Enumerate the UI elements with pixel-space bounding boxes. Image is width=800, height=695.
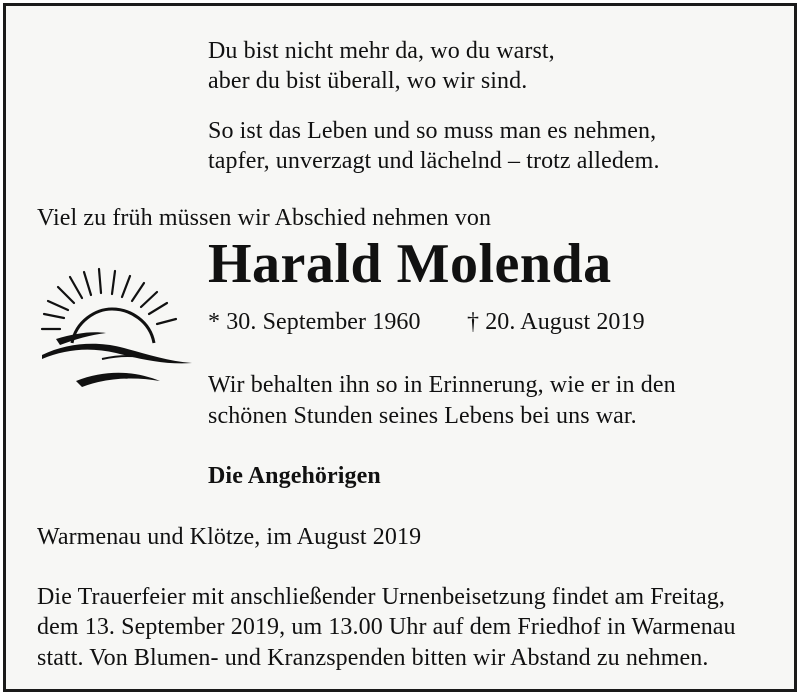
sun-ray — [58, 287, 74, 303]
poem-line-4: tapfer, unverzagt und lächelnd – trotz alledem. — [208, 148, 660, 174]
poem-line-1: Du bist nicht mehr da, wo du warst, — [208, 38, 555, 64]
hill-crest — [56, 332, 106, 345]
sun-ray — [112, 271, 115, 294]
sun-ray — [132, 283, 144, 301]
sun-ray — [157, 319, 176, 324]
sun-ray — [70, 277, 82, 298]
memory-line-1: Wir behalten ihn so in Erinnerung, wie er in den — [208, 372, 676, 398]
place-date: Warmenau und Klötze, im August 2019 — [37, 524, 422, 550]
sunset-icon — [36, 263, 198, 396]
intro-text: Viel zu früh müssen wir Abschied nehmen von — [37, 205, 492, 231]
death-date: † 20. August 2019 — [467, 309, 645, 335]
sun-ray — [99, 269, 101, 293]
sun-ray — [122, 276, 130, 297]
sun-ray — [141, 292, 157, 307]
signature: Die Angehörigen — [208, 463, 381, 489]
sun-arc — [72, 309, 154, 343]
funeral-notice-line-3: statt. Von Blumen- und Kranzspenden bitten wir Abstand zu nehmen. — [37, 645, 709, 671]
deceased-name: Harald Molenda — [208, 233, 612, 295]
hill-lower — [76, 373, 160, 387]
sun-ray — [44, 314, 64, 318]
funeral-notice-line-1: Die Trauerfeier mit anschließender Urnenbeisetzung findet am Freitag, — [37, 584, 726, 610]
sun-ray — [84, 272, 91, 295]
birth-date: * 30. September 1960 — [208, 309, 421, 335]
hill-upper — [42, 344, 192, 364]
poem-line-2: aber du bist überall, wo wir sind. — [208, 68, 528, 94]
obituary-notice — [3, 3, 797, 692]
funeral-notice-line-2: dem 13. September 2019, um 13.00 Uhr auf dem Friedhof in Warmenau — [37, 614, 736, 640]
memory-line-2: schönen Stunden seines Lebens bei uns war. — [208, 403, 637, 429]
poem-line-3: So ist das Leben und so muss man es nehmen, — [208, 118, 657, 144]
sun-ray — [149, 303, 167, 314]
sun-ray — [48, 301, 68, 310]
